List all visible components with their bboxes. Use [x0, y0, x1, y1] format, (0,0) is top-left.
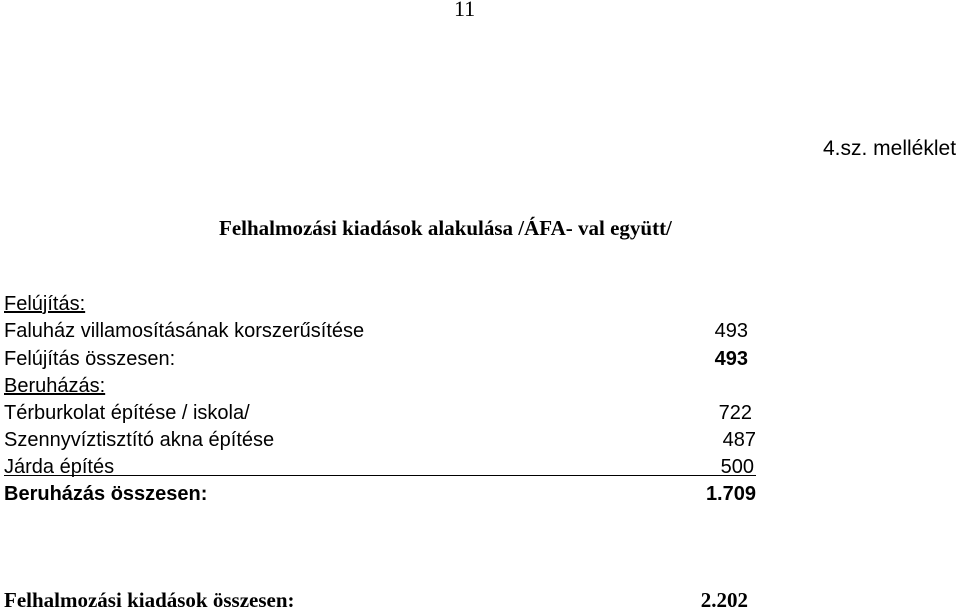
investment-total-row	[4, 481, 756, 507]
renovation-total-label: Felújítás összesen:	[4, 348, 176, 370]
renovation-item-label: Faluház villamosításának korszerűsítése	[4, 320, 365, 342]
renovation-heading-row	[4, 291, 756, 317]
grand-total-row	[4, 587, 748, 613]
investment-heading: Beruházás:	[4, 375, 106, 397]
investment-item-value: 722	[718, 402, 752, 424]
investment-item-row	[4, 454, 756, 480]
renovation-total-value: 493	[714, 348, 748, 370]
grand-total-label: Felhalmozási kiadások összesen:	[4, 588, 295, 612]
renovation-total-row	[4, 346, 756, 372]
investment-item-label: Járda építés	[4, 456, 115, 478]
investment-item-value: 500	[720, 456, 754, 478]
renovation-item-row	[4, 318, 756, 344]
renovation-heading: Felújítás:	[4, 293, 86, 315]
investment-item-row	[4, 427, 756, 453]
investment-item-label: Szennyvíztisztító akna építése	[4, 429, 275, 451]
investment-total-value: 1.709	[705, 483, 756, 505]
investment-item-value: 487	[722, 429, 756, 451]
annex-label: 4.sz. melléklet	[823, 137, 957, 160]
grand-total-value: 2.202	[700, 588, 748, 612]
page-number: 11	[454, 0, 476, 21]
investment-total-label: Beruházás összesen:	[4, 483, 208, 505]
document-title: Felhalmozási kiadások alakulása /ÁFA- val együtt/	[219, 216, 672, 240]
investment-item-label: Térburkolat építése / iskola/	[4, 402, 250, 424]
investment-heading-row	[4, 373, 756, 399]
investment-item-row	[4, 400, 756, 426]
subtotal-divider	[4, 475, 756, 476]
renovation-item-value: 493	[714, 320, 748, 342]
